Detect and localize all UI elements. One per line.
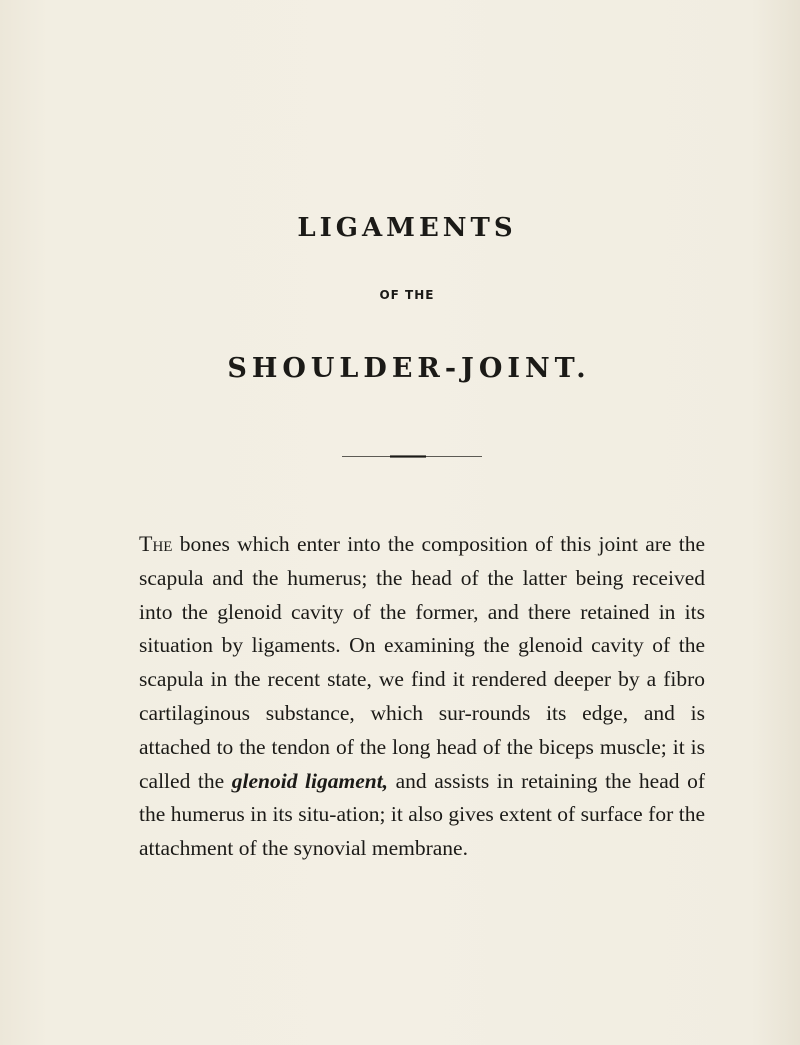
paragraph-text-2: and assists in retaining the head of the humerus in its situ-ation; it also gives extent of surface for the attachment of the synovial membrane.: [139, 768, 705, 861]
ornamental-rule: [342, 455, 482, 458]
paragraph-text-1: bones which enter into the composition of this joint are the scapula and the humerus; the head of the latter being received into the glenoid cavity of the former, and there retained in its situation by ligaments. On examining the glenoid cavity of the scapula in the recent state, we find it rendered deeper by a fibro cartilaginous substance, which sur-rounds its edge, and is attached to the tendon of the long head of the biceps muscle; it is called the: [139, 532, 705, 793]
lead-word: The: [139, 531, 173, 556]
body-paragraph: [139, 527, 705, 866]
page-subtitle: OF THE: [379, 288, 435, 302]
page-title-joint: SHOULDER-JOINT.: [227, 353, 591, 384]
page-title: LIGAMENTS: [297, 213, 517, 243]
glenoid-ligament-term: glenoid ligament,: [231, 768, 389, 793]
